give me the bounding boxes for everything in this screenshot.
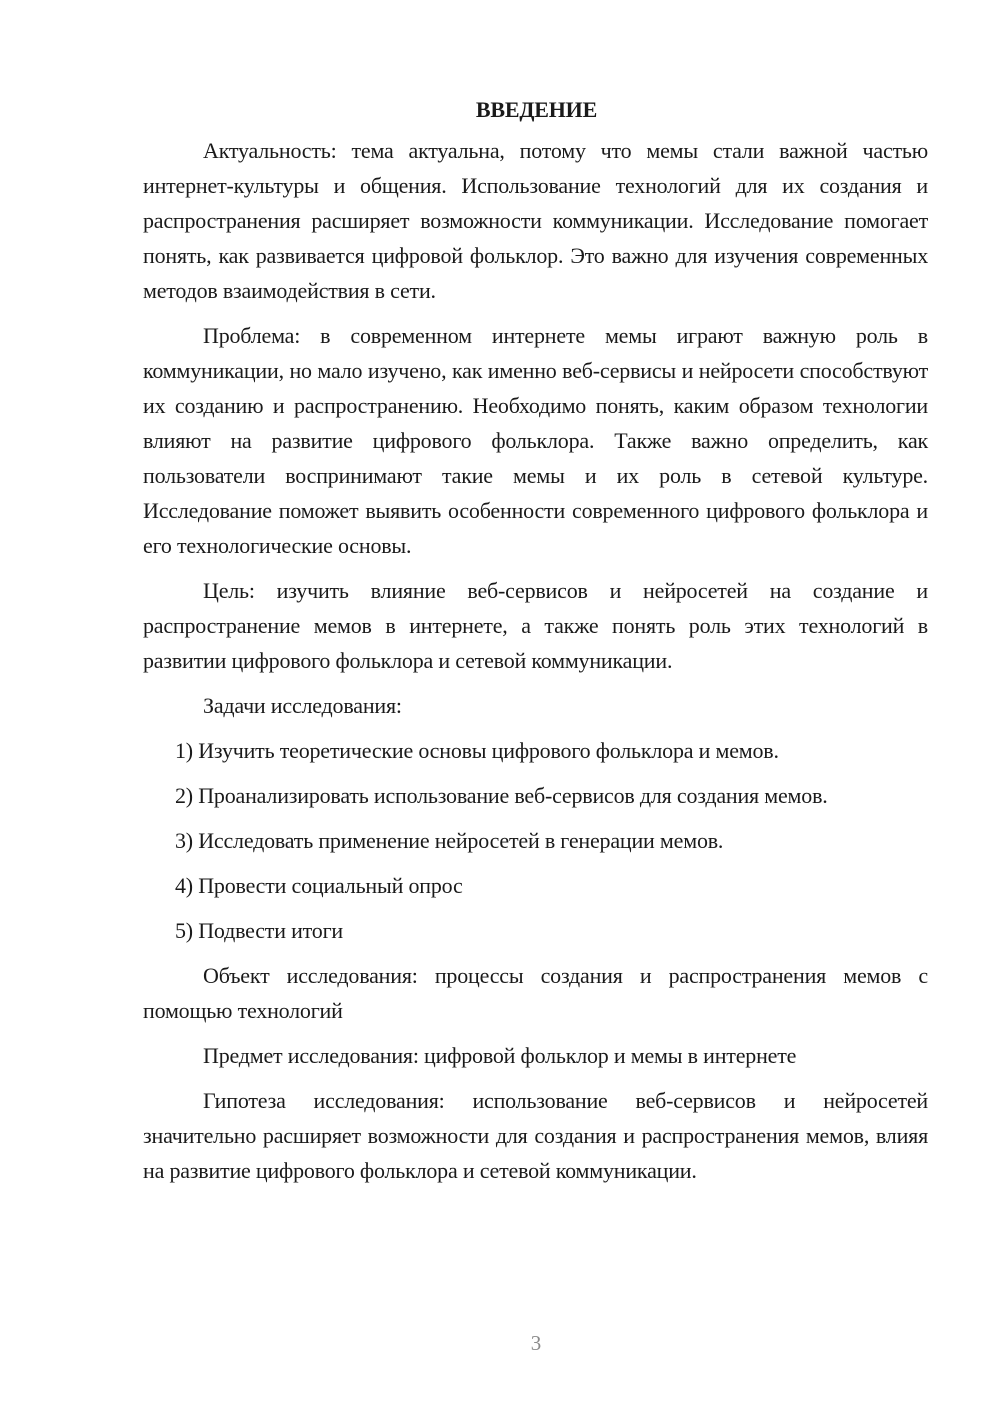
paragraph-hypothesis: Гипотеза исследования: использование веб-сервисов и нейросетей значительно расширяет возможности для создания и распространения мемов, влияя на развитие цифрового фольклора и сетевой коммуникации.	[143, 1088, 928, 1183]
paragraph-relevance: Актуальность: тема актуальна, потому что мемы стали важной частью интернет-культуры и общения. Использование технологий для их создания и распространения расширяет возможности коммуникации. Исследование помогает понять, как развивается цифровой фольклор. Это важно для изучения современных методов взаимодействия в сети.	[143, 138, 928, 303]
tasks-heading: Задачи исследования:	[203, 693, 402, 718]
page-number: 3	[530, 1331, 542, 1355]
task-item-5: 5) Подвести итоги	[175, 918, 343, 943]
task-item-1: 1) Изучить теоретические основы цифрового фольклора и мемов.	[175, 738, 779, 763]
document-page	[143, 92, 928, 1198]
task-item-4: 4) Провести социальный опрос	[175, 873, 463, 898]
task-item-3: 3) Исследовать применение нейросетей в генерации мемов.	[175, 828, 724, 853]
paragraph-subject: Предмет исследования: цифровой фольклор и мемы в интернете	[203, 1043, 797, 1068]
paragraph-object: Объект исследования: процессы создания и распространения мемов с помощью технологий	[143, 963, 928, 1023]
paragraph-problem: Проблема: в современном интернете мемы играют важную роль в коммуникации, но мало изучено, как именно веб-сервисы и нейросети способствуют их созданию и распространению. Необходимо понять, каким образом технологии влияют на развитие цифрового фольклора. Также важно определить, как пользователи воспринимают такие мемы и их роль в сетевой культуре. Исследование поможет выявить особенности современного цифрового фольклора и его технологические основы.	[143, 323, 928, 558]
task-item-2: 2) Проанализировать использование веб-сервисов для создания мемов.	[175, 783, 828, 808]
section-title: ВВЕДЕНИЕ	[475, 97, 598, 122]
paragraph-goal: Цель: изучить влияние веб-сервисов и нейросетей на создание и распространение мемов в интернете, а также понять роль этих технологий в развитии цифрового фольклора и сетевой коммуникации.	[143, 578, 928, 673]
